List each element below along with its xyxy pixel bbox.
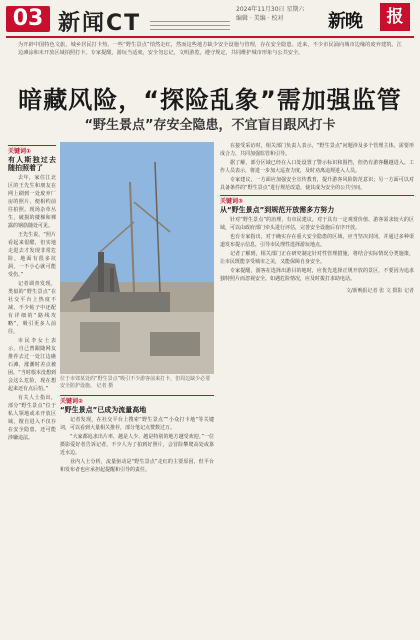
- issue-meta: [236, 5, 304, 23]
- paragraph: 王先生说，“照片看起来很酷，但实地走进去才发现非常危险，地面有很多坑洞，一不小心就可能受伤。”: [8, 232, 56, 278]
- paragraph: 业内人士分析，流量驱动是“野生景点”走红的主要原因，但平台和发布者也应承担起提醒和引导的责任。: [60, 459, 214, 473]
- banner-decoration-lines: [150, 18, 230, 33]
- section-heading-2: [60, 395, 214, 414]
- logo-text: 新晚: [328, 11, 362, 32]
- section-label: 关键词③: [220, 198, 244, 205]
- paragraph: 市民李女士表示，自己曾跟随网友推荐去过一处江边礁石滩，涨潮时差点被困。“当时根本没想到会这么危险，现在想起来还有点后怕。”: [8, 338, 56, 392]
- article-credit: 文/新晚报记者 张 文 摄影 记者: [345, 288, 414, 294]
- article-column-2: [60, 392, 214, 632]
- paragraph: 记者调查发现，类似的“野生景点”在社交平台上热度不减，不少帖子中还配有详细的“路线攻略”，吸引更多人前往。: [8, 281, 56, 335]
- page-banner: [0, 0, 420, 36]
- section-title: 有人斯独过去随拍照着了: [8, 156, 56, 172]
- news-photo: [60, 142, 214, 374]
- photo-caption: 位于市郊某处的“野生景点”吸引不少游客前来打卡，但周边缺少必要安全防护设施。 记者 摄: [60, 376, 211, 389]
- section-title: 新闻CT: [58, 11, 142, 36]
- paragraph: “大家都追求出片率，越是人少、越是特别的地方越受欢迎。”一位摄影爱好者告诉记者，不少人为了拍到好照片，会冒险攀爬高处或靠近水边。: [60, 434, 214, 456]
- issue-date: 2024年11月30日 星期六: [236, 6, 305, 13]
- logo-badge: 报: [380, 3, 410, 31]
- paragraph: 有关人士指出，部分“野生景点”位于私人领地或未开放区域，擅自进入不仅存在安全隐患，还可能涉嫌违法。: [8, 395, 56, 441]
- paragraph: 去年，家住江北区的王先生和朋友在网上刷到一处废弃厂房的照片，便相约前往拍照。现场杂草丛生，破损的楼梯和裸露的钢筋随处可见。: [8, 175, 56, 229]
- issue-editors: 编辑 · 美编 · 校对: [236, 15, 284, 22]
- paragraph: 专家提醒，游客在选择出游目的地时，应优先选择正规开放的景区，不要因为追求独特照片而忽视安全。如遇危险情况，应及时拨打求助电话。: [220, 268, 414, 282]
- section-number: 03: [6, 6, 50, 32]
- paragraph: 在接受采访时，相关部门负责人表示，“野生景点”问题涉及多个管理主体，需要形成合力，共同加强监管和引导。: [220, 143, 414, 157]
- section-heading-3: [220, 195, 414, 214]
- paragraph: 专家建议，一方面应加强安全宣传教育，提升游客风险防范意识；另一方面可以对具备条件的“野生景点”进行规范改造，使其成为安全的公共空间。: [220, 177, 414, 191]
- paragraph: 记者发现，在社交平台上搜索“野生景点”“小众打卡地”等关键词，可以看到大量相关推荐，部分笔记点赞数过万。: [60, 417, 214, 431]
- photo-scene: [60, 142, 214, 374]
- paragraph: 针对“野生景点”的治理，有市民建议，对于具有一定观赏价值、游客需求较大的区域，可以由政府部门牵头进行评估，完善安全设施后有序开放。: [220, 217, 414, 231]
- section-label: 关键词②: [60, 398, 84, 405]
- paragraph: 据了解，部分区域已经在入口处设置了警示标识和围挡，但仍有游客翻越进入。工作人员表示，将进一步加大巡查力度，及时劝离违规进入人员。: [220, 160, 414, 174]
- section-title: 从“野生景点”到规范开放需多方努力: [220, 206, 335, 214]
- banner-rule: [6, 36, 414, 38]
- paragraph: 也有专家指出，对于确实存在重大安全隐患的区域，应当坚决封闭，并通过多种渠道发布提示信息，引导市民理性选择游玩地点。: [220, 234, 414, 248]
- article-column-1: [8, 142, 56, 632]
- section-heading-1: [8, 145, 56, 172]
- paragraph: 记者了解到，相关部门正在研究制定针对性管理措施，将结合实际情况分类施策，让市民既能享受城市之美，又能保障自身安全。: [220, 251, 414, 265]
- section-label: 关键词①: [8, 148, 32, 155]
- sub-headline: “野生景点”存安全隐患，不宜盲目跟风打卡: [84, 118, 336, 133]
- lead-paragraph: 为开辟中国特色文旅，城乡居民打卡热，一些“野生景点”悄然走红，然而这些地方缺少安全设施与管理，存在安全隐患。近来，不少市民涌向城市边缘的废弃建筑、江边滩涂和未开放区域拍照打卡。专家提醒，游玩当适度，安全勿忘记，文明游览，遵守规定，共同维护城市形象与公共安全。: [18, 42, 402, 56]
- section-title: “野生景点”已成为流量高地: [60, 406, 147, 414]
- main-headline: 暗藏风险，“探险乱象”需加强监管: [18, 86, 402, 114]
- newspaper-logo: [328, 3, 414, 33]
- article-column-3: [220, 142, 414, 632]
